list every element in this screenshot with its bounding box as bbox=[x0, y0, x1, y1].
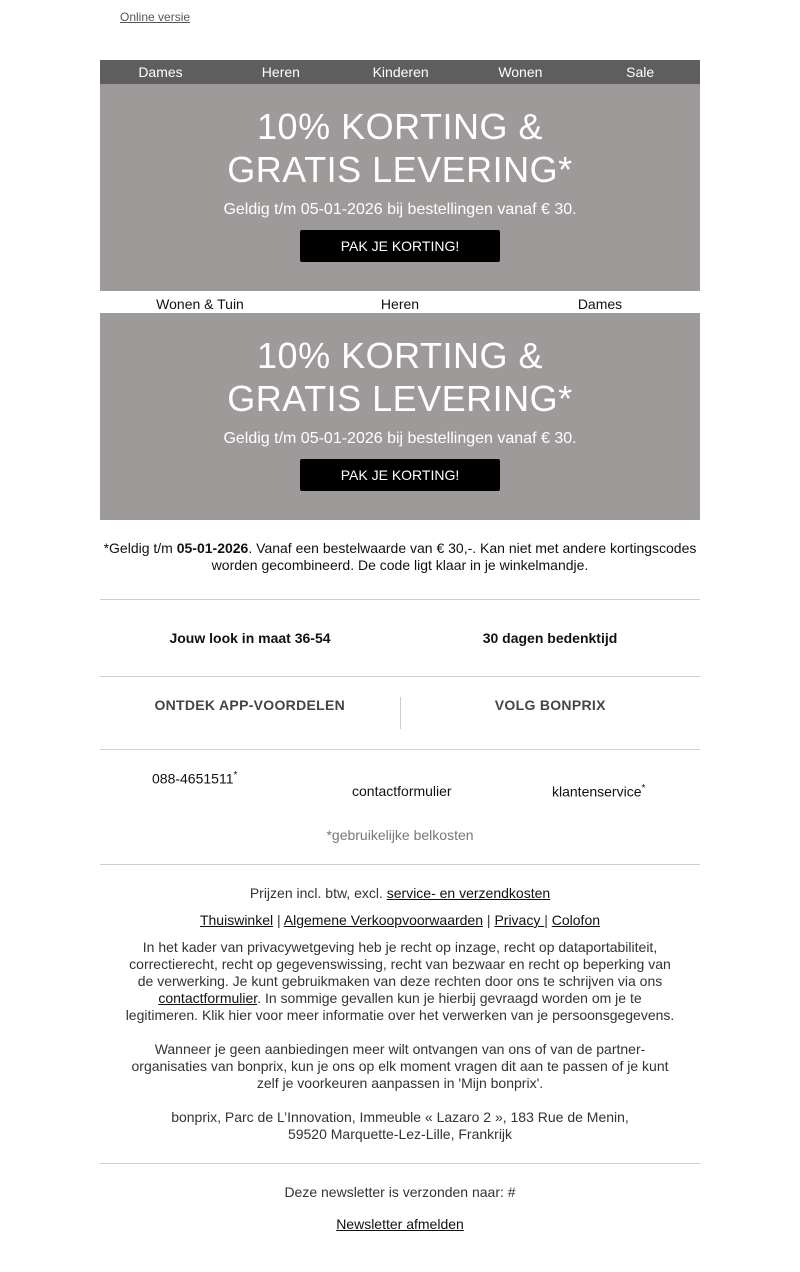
top-navigation bbox=[100, 60, 700, 84]
follow-bonprix-link[interactable]: VOLG BONPRIX bbox=[494, 697, 606, 713]
divider bbox=[100, 1163, 700, 1164]
hero-headline: 10% KORTING & GRATIS LEVERING* bbox=[227, 106, 573, 190]
terms-link[interactable]: Algemene Verkoopvoorwaarden bbox=[283, 912, 484, 928]
thuiswinkel-link[interactable]: Thuiswinkel bbox=[199, 912, 274, 928]
sub-navigation bbox=[100, 291, 700, 313]
app-social-row bbox=[100, 697, 700, 729]
usp-row bbox=[100, 630, 700, 646]
usp-sizes: Jouw look in maat 36-54 bbox=[169, 630, 331, 646]
nav-item-heren[interactable]: Heren bbox=[261, 64, 300, 80]
subnav-item-dames[interactable]: Dames bbox=[577, 296, 623, 312]
customer-service-link[interactable]: klantenservice* bbox=[552, 783, 646, 800]
terms-text: *Geldig t/m 05-01-2026. Vanaf een bestelwaarde van € 30,-. Kan niet met andere kortingscodes worden gecombineerd. De code ligt klaar in je winkelmandje. bbox=[103, 540, 697, 573]
privacy-here-link[interactable]: hier bbox=[228, 1007, 252, 1023]
footer-links: Thuiswinkel | Algemene Verkoopvoorwaarden | Privacy | Colofon bbox=[199, 912, 601, 928]
nav-item-sale[interactable]: Sale bbox=[626, 64, 655, 80]
optout-text: Wanneer je geen aanbiedingen meer wilt ontvangen van ons of van de partner-organisaties van bonprix, kun je ons op elk moment vragen dit aan te passen of je kunt zelf je voorkeuren aanpassen in 'Mijn bonprix'. bbox=[131, 1041, 669, 1091]
hero-subtitle: Geldig t/m 05-01-2026 bij bestellingen vanaf € 30. bbox=[223, 430, 577, 447]
contact-row bbox=[100, 770, 700, 810]
unsubscribe-link[interactable]: Newsletter afmelden bbox=[336, 1216, 464, 1232]
company-address: bonprix, Parc de L’Innovation, Immeuble « Lazaro 2 », 183 Rue de Menin, 59520 Marquette-Lez-Lille, Frankrijk bbox=[171, 1109, 629, 1142]
newsletter-recipient: Deze newsletter is verzonden naar: # bbox=[284, 1184, 516, 1200]
subnav-item-wonen-tuin[interactable]: Wonen & Tuin bbox=[156, 296, 244, 312]
usp-return: 30 dagen bedenktijd bbox=[482, 630, 618, 646]
nav-item-dames[interactable]: Dames bbox=[138, 64, 183, 80]
divider bbox=[100, 676, 700, 677]
colofon-link[interactable]: Colofon bbox=[551, 912, 601, 928]
privacy-text: In het kader van privacywetgeving heb je recht op inzage, recht op dataportabiliteit, correctierecht, recht op gegevenswissing, recht van bezwaar en recht op beperking van de verwerking. Je kunt gebruikmaken van deze rechten door ons te schrijven via ons contactformulier. In sommige gevallen kun je hierbij gevraagd worden om je te legitimeren. Klik hier voor meer informatie over het verwerken van je persoonsgegevens. bbox=[125, 939, 675, 1023]
cta-button[interactable]: PAK JE KORTING! bbox=[300, 230, 500, 262]
nav-item-kinderen[interactable]: Kinderen bbox=[372, 64, 429, 80]
app-benefits-link[interactable]: ONTDEK APP-VOORDELEN bbox=[154, 697, 346, 713]
hero-banner-1[interactable] bbox=[100, 84, 700, 291]
nav-item-wonen[interactable]: Wonen bbox=[498, 64, 543, 80]
privacy-contact-form-link[interactable]: contactformulier bbox=[158, 990, 258, 1006]
privacy-link[interactable]: Privacy bbox=[494, 912, 545, 928]
online-version-link[interactable]: Online versie bbox=[120, 10, 191, 24]
hero-subtitle: Geldig t/m 05-01-2026 bij bestellingen vanaf € 30. bbox=[223, 201, 577, 218]
divider bbox=[100, 599, 700, 600]
footer bbox=[100, 885, 700, 1160]
hero-headline: 10% KORTING & GRATIS LEVERING* bbox=[227, 335, 573, 419]
shipping-costs-link[interactable]: service- en verzendkosten bbox=[386, 885, 551, 901]
hero-banner-2[interactable] bbox=[100, 313, 700, 520]
subnav-item-heren[interactable]: Heren bbox=[380, 296, 420, 312]
divider bbox=[100, 864, 700, 865]
phone-number[interactable]: 088-4651511* bbox=[152, 770, 238, 787]
call-cost-note: *gebruikelijke belkosten bbox=[326, 827, 474, 843]
prices-note: Prijzen incl. btw, excl. service- en verzendkosten bbox=[249, 885, 551, 901]
cta-button[interactable]: PAK JE KORTING! bbox=[300, 459, 500, 491]
contact-form-link[interactable]: contactformulier bbox=[352, 783, 452, 799]
divider bbox=[100, 749, 700, 750]
